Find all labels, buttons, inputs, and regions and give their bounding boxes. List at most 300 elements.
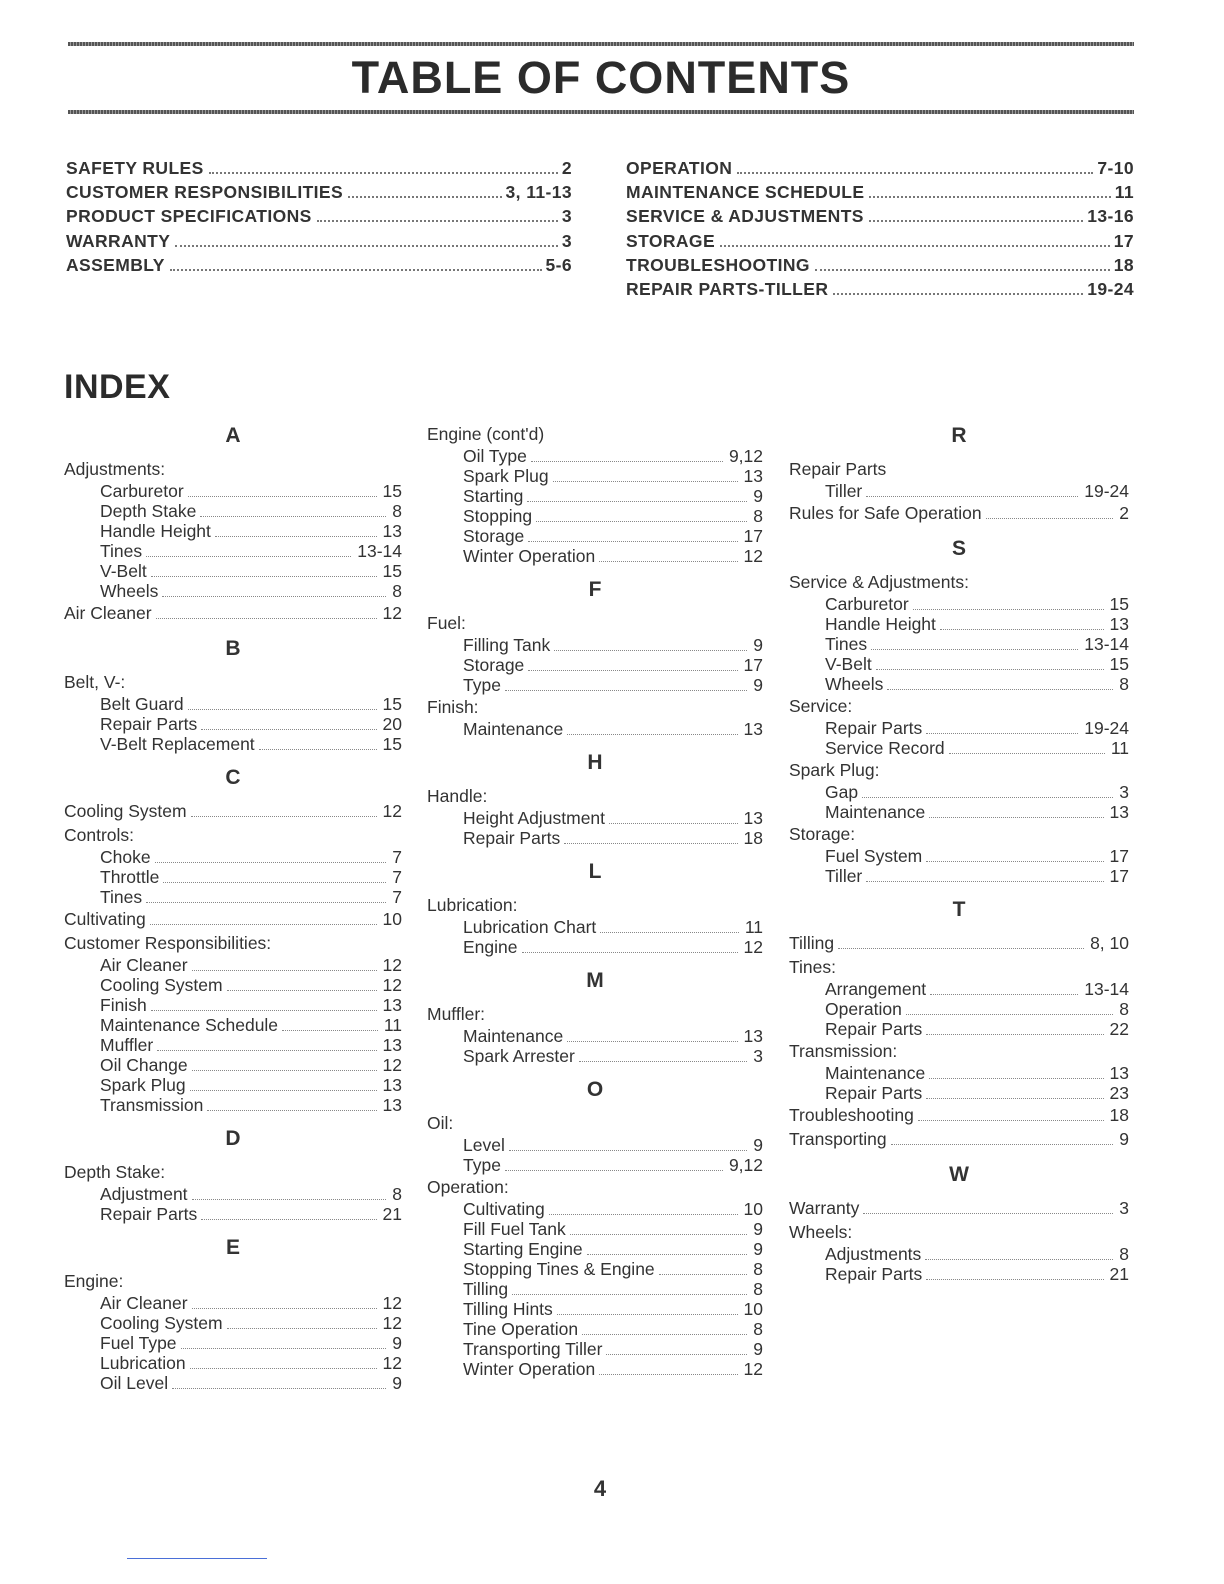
dot-leader	[282, 1030, 378, 1031]
index-page-ref: 2	[1119, 503, 1129, 523]
index-subentry-label: Repair Parts	[825, 1019, 923, 1039]
index-subentry	[789, 979, 1129, 999]
toc-entry	[626, 255, 1134, 279]
index-page-ref: 3	[753, 1046, 763, 1066]
index-letter-heading: H	[587, 751, 603, 774]
index-letter-heading: T	[952, 898, 966, 921]
index-subentry-label: Engine	[463, 937, 518, 957]
dot-leader	[527, 501, 747, 502]
index-entry-label: Transmission:	[789, 1041, 898, 1061]
dot-leader	[192, 1199, 387, 1200]
dot-leader	[599, 561, 737, 562]
index-letter-heading: F	[588, 578, 602, 601]
index-letter-heading: D	[225, 1127, 241, 1150]
dot-leader	[925, 1259, 1113, 1260]
index-subentry	[64, 1075, 402, 1095]
index-entry	[789, 758, 1129, 782]
index-subentry-label: Maintenance	[463, 719, 564, 739]
toc-entry	[66, 182, 572, 206]
index-subentry-label: Wheels	[100, 581, 159, 601]
index-page-ref: 9	[753, 1135, 763, 1155]
index-subentry-label: Starting Engine	[463, 1239, 583, 1259]
index-page-ref: 12	[382, 1313, 402, 1333]
index-subentry-label: Tiller	[825, 866, 863, 886]
index-page-ref: 15	[382, 561, 402, 581]
index-subentry-label: Tiller	[825, 481, 863, 501]
index-subentry	[789, 481, 1129, 501]
toc-entry-page: 3	[561, 206, 572, 227]
index-page-ref: 8	[392, 1184, 402, 1204]
index-subentry-label: Maintenance	[463, 1026, 564, 1046]
index-page-ref: 9	[753, 486, 763, 506]
index-page-ref: 18	[1109, 1105, 1129, 1125]
index-page-ref: 12	[382, 975, 402, 995]
index-entry	[789, 457, 1129, 481]
index-entry-label: Tines:	[789, 957, 837, 977]
dot-leader	[192, 1308, 377, 1309]
dot-leader	[170, 269, 542, 271]
index-subentry-label: Choke	[100, 847, 151, 867]
dot-leader	[659, 1274, 748, 1275]
index-subentry-label: Fuel Type	[100, 1333, 177, 1353]
index-subentry-label: Type	[463, 675, 501, 695]
index-subentry-label: Maintenance	[825, 1063, 926, 1083]
index-entry-label: Controls:	[64, 825, 135, 845]
index-entry-label: Cooling System	[64, 801, 187, 821]
index-subentry-label: Storage	[463, 526, 525, 546]
index-page-ref: 8	[392, 581, 402, 601]
index-subentry	[789, 1083, 1129, 1103]
index-subentry	[427, 1259, 763, 1279]
index-subentry-label: Repair Parts	[463, 828, 561, 848]
dot-leader	[181, 1348, 387, 1349]
index-subentry	[789, 1019, 1129, 1039]
index-entry-label: Tilling	[789, 933, 835, 953]
index-page-ref: 13	[1109, 802, 1129, 822]
dot-leader	[155, 862, 387, 863]
index-page-ref: 21	[1109, 1264, 1129, 1284]
dot-leader	[891, 1144, 1114, 1145]
dot-leader	[188, 496, 377, 497]
index-subentry-label: Stopping Tines & Engine	[463, 1259, 655, 1279]
index-subentry	[789, 634, 1129, 654]
index-subentry	[427, 808, 763, 828]
index-page-ref: 22	[1109, 1019, 1129, 1039]
dot-leader	[929, 1078, 1103, 1079]
index-subentry-label: Tine Operation	[463, 1319, 579, 1339]
index-subentry	[427, 937, 763, 957]
index-subentry-label: Fill Fuel Tank	[463, 1219, 566, 1239]
index-subentry-label: Transmission	[100, 1095, 204, 1115]
dot-leader	[162, 596, 386, 597]
index-page-ref: 13	[743, 719, 763, 739]
index-entry-label: Belt, V-:	[64, 672, 126, 692]
dot-leader	[926, 1034, 1103, 1035]
index-subentry	[789, 1244, 1129, 1264]
index-page-ref: 9	[753, 1239, 763, 1259]
toc-entry	[66, 206, 572, 230]
index-subentry	[64, 867, 402, 887]
dot-leader	[536, 521, 747, 522]
index-entry-label: Oil:	[427, 1113, 454, 1133]
index-entry-label: Customer Responsibilities:	[64, 933, 272, 953]
index-subentry	[64, 1035, 402, 1055]
toc-entry	[626, 182, 1134, 206]
index-entry	[64, 799, 402, 823]
index-page-ref: 15	[1109, 594, 1129, 614]
index-page-ref: 8	[392, 501, 402, 521]
index-page-ref: 12	[382, 801, 402, 821]
index-page-ref: 8	[1119, 674, 1129, 694]
index-subentry	[427, 486, 763, 506]
index-title: INDEX	[64, 368, 171, 406]
dot-leader	[227, 990, 377, 991]
index-entry	[789, 694, 1129, 718]
index-subentry	[64, 1293, 402, 1313]
index-entry	[64, 907, 402, 931]
index-subentry	[64, 887, 402, 907]
index-subentry-label: Tilling Hints	[463, 1299, 553, 1319]
index-letter-heading: C	[225, 766, 241, 789]
index-subentry	[427, 506, 763, 526]
index-subentry	[789, 999, 1129, 1019]
dot-leader	[512, 1294, 747, 1295]
index-entry-label: Transporting	[789, 1129, 887, 1149]
index-subentry-label: Tines	[825, 634, 868, 654]
index-page-ref: 11	[383, 1015, 402, 1035]
toc-entry-page: 18	[1113, 254, 1134, 275]
index-entry-label: Troubleshooting	[789, 1105, 914, 1125]
index-subentry-label: Gap	[825, 782, 859, 802]
toc-entry-label: TROUBLESHOOTING	[626, 254, 810, 275]
dot-leader	[163, 882, 386, 883]
index-subentry-label: Carburetor	[825, 594, 909, 614]
index-subentry	[64, 501, 402, 521]
dot-leader	[606, 1354, 747, 1355]
dot-leader	[191, 816, 377, 817]
dot-leader	[531, 461, 723, 462]
index-entry	[64, 931, 402, 955]
index-subentry-label: Height Adjustment	[463, 808, 606, 828]
index-subentry	[789, 594, 1129, 614]
index-entry	[789, 1196, 1129, 1220]
index-subentry-label: Maintenance	[825, 802, 926, 822]
index-page-ref: 9	[753, 1219, 763, 1239]
dot-leader	[188, 709, 377, 710]
index-subentry	[427, 1339, 763, 1359]
index-subentry-label: Fuel System	[825, 846, 923, 866]
index-page-ref: 19-24	[1084, 718, 1129, 738]
toc-entry-label: PRODUCT SPECIFICATIONS	[66, 206, 312, 227]
index-page-ref: 13	[382, 521, 402, 541]
dot-leader	[528, 541, 737, 542]
index-subentry-label: Repair Parts	[100, 714, 198, 734]
toc-entry-label: OPERATION	[626, 158, 733, 178]
index-subentry	[427, 526, 763, 546]
toc-entry	[626, 158, 1134, 182]
toc-entry	[626, 279, 1134, 303]
index-subentry	[64, 1353, 402, 1373]
index-subentry	[64, 1333, 402, 1353]
index-subentry	[427, 1046, 763, 1066]
dot-leader	[926, 1098, 1103, 1099]
index-subentry	[64, 1015, 402, 1035]
index-subentry	[427, 917, 763, 937]
dot-leader	[737, 172, 1093, 174]
index-entry	[64, 1160, 402, 1184]
index-page-ref: 10	[743, 1299, 763, 1319]
index-entry	[427, 695, 763, 719]
index-subentry	[427, 1279, 763, 1299]
index-page-ref: 13-14	[1084, 979, 1129, 999]
index-subentry-label: Carburetor	[100, 481, 184, 501]
dot-leader	[528, 670, 737, 671]
index-column-3	[789, 422, 1129, 1284]
dot-leader	[156, 618, 377, 619]
index-page-ref: 19-24	[1084, 481, 1129, 501]
index-page-ref: 11	[1110, 738, 1129, 758]
dot-leader	[557, 1314, 738, 1315]
index-entry-label: Operation:	[427, 1177, 509, 1197]
index-entry	[427, 1111, 763, 1135]
dot-leader	[227, 1328, 377, 1329]
dot-leader	[554, 650, 747, 651]
index-subentry	[64, 995, 402, 1015]
toc-title: TABLE OF CONTENTS	[351, 52, 851, 103]
index-subentry	[64, 481, 402, 501]
index-page-ref: 9	[392, 1373, 402, 1393]
index-subentry-label: Air Cleaner	[100, 1293, 188, 1313]
dot-leader	[201, 729, 376, 730]
toc-right-column	[626, 158, 1134, 303]
toc-entry-label: CUSTOMER RESPONSIBILITIES	[66, 182, 344, 203]
dot-leader	[553, 481, 738, 482]
index-entry	[427, 784, 763, 808]
index-letter-heading: S	[951, 537, 966, 560]
dot-leader	[871, 649, 1078, 650]
index-entry	[789, 931, 1129, 955]
index-subentry-label: Winter Operation	[463, 546, 596, 566]
index-subentry-label: Level	[463, 1135, 505, 1155]
toc-entry-label: WARRANTY	[66, 230, 171, 251]
toc-entry-page: 11	[1114, 182, 1134, 203]
index-page-ref: 9	[392, 1333, 402, 1353]
dot-leader	[157, 1050, 376, 1051]
index-entry	[789, 822, 1129, 846]
index-subentry	[789, 802, 1129, 822]
index-page-ref: 20	[382, 714, 402, 734]
index-subentry-label: Tilling	[463, 1279, 509, 1299]
index-subentry	[789, 1063, 1129, 1083]
dot-leader	[567, 1041, 737, 1042]
index-subentry-label: V-Belt	[825, 654, 872, 674]
index-entry	[789, 1039, 1129, 1063]
index-page-ref: 8	[753, 1259, 763, 1279]
index-page-ref: 15	[382, 694, 402, 714]
index-subentry-label: Oil Level	[100, 1373, 169, 1393]
index-subentry-label: Repair Parts	[825, 1264, 923, 1284]
index-page-ref: 10	[382, 909, 402, 929]
index-page-ref: 13	[743, 1026, 763, 1046]
index-page-ref: 8	[753, 506, 763, 526]
index-entry-label: Finish:	[427, 697, 479, 717]
index-entry	[427, 611, 763, 635]
index-page-ref: 12	[382, 1055, 402, 1075]
index-page-ref: 11	[744, 917, 763, 937]
index-page-ref: 13	[743, 808, 763, 828]
index-subentry	[64, 714, 402, 734]
title-underline-rule	[68, 110, 1134, 114]
index-page-ref: 17	[1109, 866, 1129, 886]
dot-leader	[564, 843, 737, 844]
dot-leader	[175, 245, 558, 247]
index-subentry	[64, 955, 402, 975]
dot-leader	[567, 734, 737, 735]
index-entry-label: Repair Parts	[789, 459, 887, 479]
index-entry-label: Cultivating	[64, 909, 146, 929]
top-rule	[68, 42, 1134, 46]
dot-leader	[582, 1334, 747, 1335]
index-subentry-label: Air Cleaner	[100, 955, 188, 975]
index-subentry-label: Maintenance Schedule	[100, 1015, 279, 1035]
index-letter-heading: A	[225, 424, 241, 447]
index-subentry	[64, 734, 402, 754]
index-page-ref: 9	[753, 675, 763, 695]
index-subentry-label: Tines	[100, 887, 143, 907]
index-entry-label: Depth Stake:	[64, 1162, 166, 1182]
index-subentry	[427, 1135, 763, 1155]
index-subentry	[64, 847, 402, 867]
index-subentry	[64, 1373, 402, 1393]
index-entry-label: Adjustments:	[64, 459, 166, 479]
toc-entry-label: SAFETY RULES	[66, 158, 204, 178]
dot-leader	[869, 220, 1083, 222]
index-subentry-label: Handle Height	[100, 521, 211, 541]
index-page-ref: 8	[753, 1319, 763, 1339]
index-subentry-label: Repair Parts	[100, 1204, 198, 1224]
dot-leader	[926, 861, 1103, 862]
dot-leader	[587, 1254, 748, 1255]
toc-entry	[66, 231, 572, 255]
index-letter-heading: M	[586, 969, 604, 992]
index-page-ref: 13	[1109, 1063, 1129, 1083]
index-entry	[789, 570, 1129, 594]
index-letter-heading: B	[225, 637, 241, 660]
dot-leader	[151, 576, 377, 577]
dot-leader	[876, 669, 1104, 670]
index-page-ref: 13	[743, 466, 763, 486]
index-subentry	[427, 546, 763, 566]
index-subentry	[64, 581, 402, 601]
index-entry-label: Storage:	[789, 824, 856, 844]
index-page-ref: 21	[382, 1204, 402, 1224]
dot-leader	[549, 1214, 738, 1215]
index-entry	[64, 601, 402, 625]
index-subentry-label: V-Belt Replacement	[100, 734, 255, 754]
dot-leader	[200, 516, 386, 517]
index-page-ref: 15	[1109, 654, 1129, 674]
index-subentry	[427, 635, 763, 655]
toc-entry-label: SERVICE & ADJUSTMENTS	[626, 206, 864, 227]
index-page-ref: 13-14	[357, 541, 402, 561]
toc-entry-label: STORAGE	[626, 230, 716, 251]
index-letter-heading: L	[588, 860, 602, 883]
index-entry	[789, 1220, 1129, 1244]
dot-leader	[866, 881, 1103, 882]
index-subentry-label: Spark Plug	[463, 466, 549, 486]
index-subentry-label: Oil Type	[463, 446, 527, 466]
dot-leader	[869, 196, 1110, 198]
index-subentry	[64, 1184, 402, 1204]
index-page-ref: 12	[382, 1293, 402, 1313]
index-entry	[64, 457, 402, 481]
dot-leader	[151, 1010, 377, 1011]
index-subentry-label: Finish	[100, 995, 147, 1015]
index-subentry-label: Filling Tank	[463, 635, 551, 655]
dot-leader	[190, 1368, 377, 1369]
dot-leader	[986, 518, 1114, 519]
index-subentry-label: Operation	[825, 999, 902, 1019]
index-entry-label: Warranty	[789, 1198, 860, 1218]
index-entry	[64, 823, 402, 847]
index-entry-label: Spark Plug:	[789, 760, 880, 780]
index-page-ref: 12	[382, 603, 402, 623]
index-subentry	[64, 1095, 402, 1115]
dot-leader	[146, 556, 351, 557]
index-entry	[427, 1002, 763, 1026]
toc-entry	[626, 231, 1134, 255]
page-number: 4	[593, 1476, 607, 1501]
index-subentry-label: Lubrication	[100, 1353, 186, 1373]
index-subentry-label: Transporting Tiller	[463, 1339, 603, 1359]
index-subentry-label: Handle Height	[825, 614, 936, 634]
index-page-ref: 12	[743, 937, 763, 957]
dot-leader	[862, 797, 1113, 798]
dot-leader	[522, 952, 738, 953]
index-subentry	[427, 1299, 763, 1319]
index-page-ref: 7	[392, 867, 402, 887]
dot-leader	[509, 1150, 747, 1151]
index-page-ref: 23	[1109, 1083, 1129, 1103]
index-subentry	[64, 694, 402, 714]
index-page-ref: 8	[1119, 999, 1129, 1019]
index-subentry-label: Type	[463, 1155, 501, 1175]
index-subentry	[64, 975, 402, 995]
toc-entry	[66, 255, 572, 279]
index-letter-heading: O	[586, 1078, 604, 1101]
index-subentry	[427, 1319, 763, 1339]
dot-leader	[190, 1090, 377, 1091]
index-page-ref: 13	[382, 1095, 402, 1115]
index-subentry	[427, 655, 763, 675]
index-subentry-label: Oil Change	[100, 1055, 188, 1075]
dot-leader	[207, 1110, 376, 1111]
index-entry-label: Service & Adjustments:	[789, 572, 969, 592]
index-subentry	[64, 1313, 402, 1333]
index-letter-heading: E	[225, 1236, 240, 1259]
dot-leader	[209, 172, 558, 174]
index-subentry	[789, 718, 1129, 738]
index-subentry	[789, 614, 1129, 634]
dot-leader	[570, 1234, 747, 1235]
toc-entry	[626, 206, 1134, 230]
dot-leader	[833, 293, 1083, 295]
index-subentry-label: Stopping	[463, 506, 533, 526]
index-page-ref: 13	[1109, 614, 1129, 634]
index-entry-label: Service:	[789, 696, 853, 716]
dot-leader	[940, 629, 1104, 630]
index-letter-heading: R	[951, 424, 967, 447]
